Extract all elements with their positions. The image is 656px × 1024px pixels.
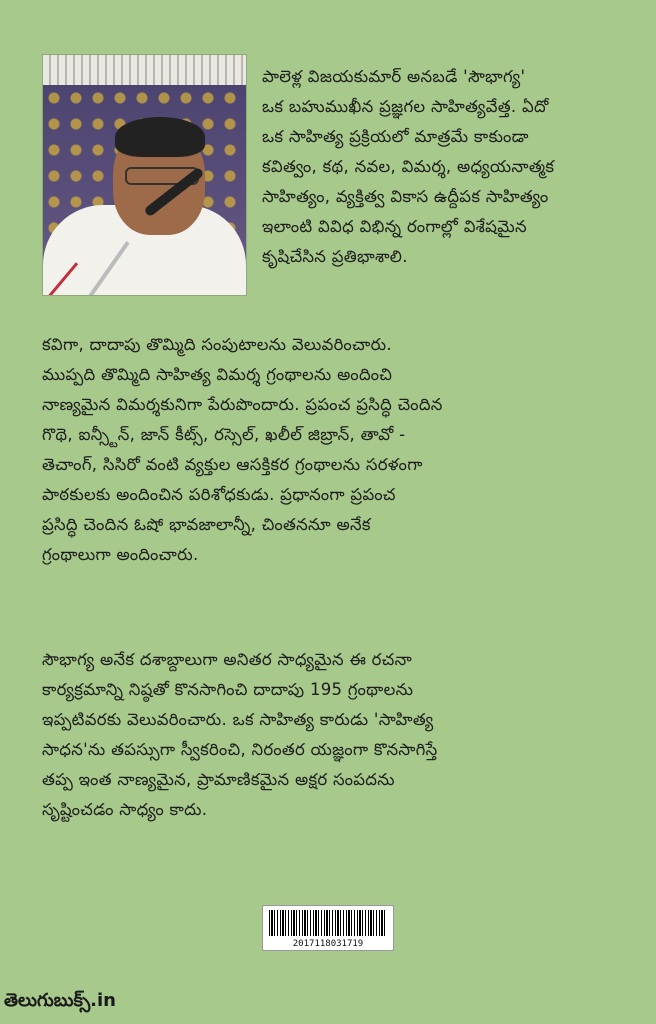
bio-line: పాఠకులకు అందించిన పరిశోధకుడు. ప్రధానంగా ప్రపంచ <box>42 485 396 504</box>
bio-line: గ్రంథాలుగా అందించారు. <box>42 545 199 564</box>
bio-line: సౌభాగ్య అనేక దశాబ్దాలుగా అనితర సాధ్యమైన ఈ రచనా <box>42 650 413 669</box>
bio-line: సాహిత్యం, వ్యక్తిత్వ వికాస ఉద్దీపక సాహిత్యం <box>262 187 549 206</box>
bio-line: కృషిచేసిన ప్రతిభాశాలి. <box>262 247 408 266</box>
bio-line: తెచాంగ్, సిసిరో వంటి వ్యక్తుల ఆసక్తికర గ్రంథాలను సరళంగా <box>42 455 423 474</box>
bio-line: ఒక సాహిత్య ప్రక్రియలో మాత్రమే కాకుండా <box>262 127 529 146</box>
bio-line: నాణ్యమైన విమర్శకునిగా పేరుపొందారు. ప్రపంచ ప్రసిద్ధి చెందిన <box>42 395 443 414</box>
bio-line: సాధన'ను తపస్సుగా స్వీకరించి, నిరంతర యజ్ఞంగా కొనసాగిస్తే <box>42 740 438 759</box>
barcode-bars <box>269 910 387 936</box>
bio-paragraph-3 <box>42 645 632 825</box>
bio-paragraph-2 <box>42 330 632 570</box>
watermark-logo: తెలుగుబుక్స్.in <box>4 990 116 1011</box>
barcode-number: 2017118031719 <box>292 939 364 949</box>
bio-line: తప్ప ఇంత నాణ్యమైన, ప్రామాణికమైన అక్షర సంపదను <box>42 770 395 789</box>
bio-line: గొథె, ఐన్స్టీన్, జాన్ కీట్స్, రస్సెల్, ఖలీల్ జిబ్రాన్, తావో - <box>42 425 406 444</box>
bio-line: ఇప్పటివరకు వెలువరించారు. ఒక సాహిత్య కారుడు 'సాహిత్య <box>42 710 434 729</box>
bio-line: ప్రసిద్ధి చెందిన ఓషో భావజాలాన్నీ, చింతననూ అనేక <box>42 515 371 534</box>
author-photo <box>42 54 247 296</box>
bio-line: కవిత్వం, కథ, నవల, విమర్శ, అధ్యయనాత్మక <box>262 157 555 176</box>
bio-paragraph-1 <box>262 62 632 272</box>
bio-line: కార్యక్రమాన్ని నిష్ఠతో కొనసాగించి దాదాపు 195 గ్రంథాలను <box>42 680 414 699</box>
bio-line: ఒక బహుముఖీన ప్రజ్ఞగల సాహిత్యవేత్త. ఏదో <box>262 97 549 116</box>
photo-hair <box>115 117 205 157</box>
barcode <box>262 905 394 951</box>
bio-line: ముప్పది తొమ్మిది సాహిత్య విమర్శ గ్రంథాలను అందించి <box>42 365 393 384</box>
bio-line: కవిగా, దాదాపు తొమ్మిది సంపుటాలను వెలువరించారు. <box>42 335 392 354</box>
photo-curtain <box>43 55 246 85</box>
bio-line: ఇలాంటి వివిధ విభిన్న రంగాల్లో విశేషమైన <box>262 217 527 236</box>
bio-line: పాలెళ్ల విజయకుమార్ అనబడే 'సౌభాగ్య' <box>262 67 526 86</box>
bio-line: సృష్టించడం సాధ్యం కాదు. <box>42 800 208 819</box>
